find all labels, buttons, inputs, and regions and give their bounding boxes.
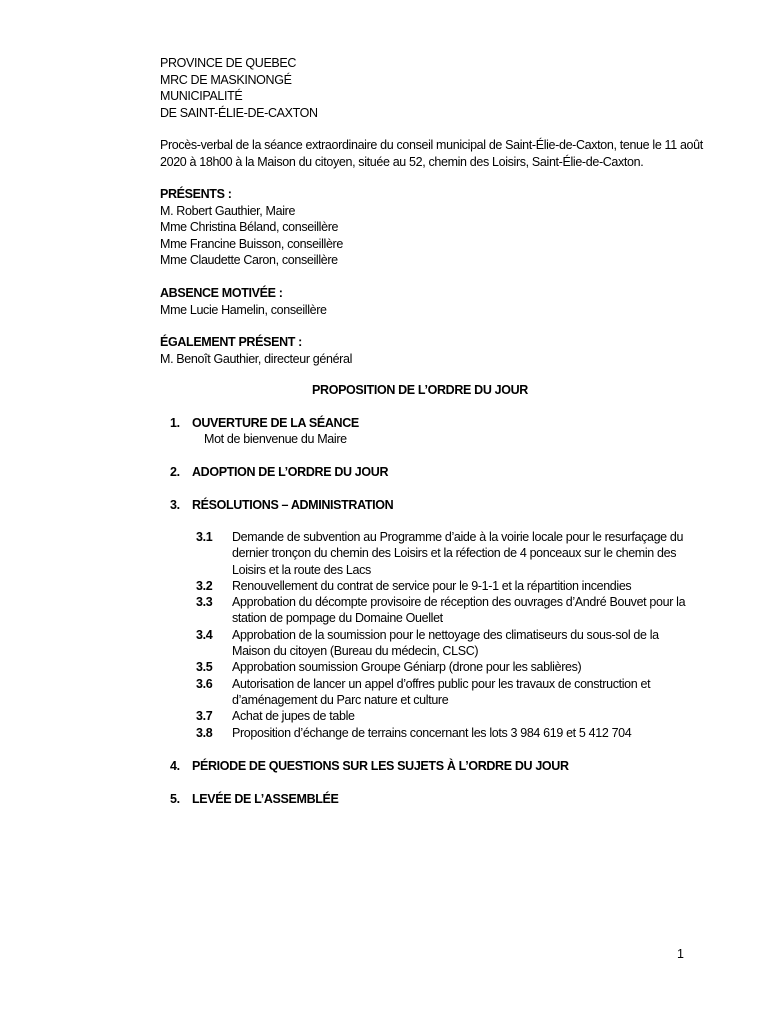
resolution-item xyxy=(0,529,770,578)
agenda-title: PROPOSITION DE L’ORDRE DU JOUR xyxy=(312,383,528,397)
resolution-text xyxy=(232,594,686,627)
resolution-text xyxy=(232,725,677,741)
resolution-text xyxy=(232,659,677,675)
resolution-item xyxy=(0,578,770,594)
resolution-line: Achat de jupes de table xyxy=(232,709,355,724)
agenda-item-label: RÉSOLUTIONS – ADMINISTRATION xyxy=(192,498,394,512)
resolution-number: 3.7 xyxy=(196,709,213,724)
resolution-number: 3.8 xyxy=(196,725,213,740)
resolution-number: 3.1 xyxy=(196,530,213,544)
header-line: MRC DE MASKINONGÉ xyxy=(160,72,292,87)
member-line: M. Benoît Gauthier, directeur général xyxy=(160,351,353,366)
resolution-line: Renouvellement du contrat de service pour le 9-1-1 et la répartition incendies xyxy=(232,578,632,593)
agenda-item-label: PÉRIODE DE QUESTIONS SUR LES SUJETS À L’ORDRE DU JOUR xyxy=(192,759,569,773)
egalement-section xyxy=(160,334,352,367)
resolution-number: 3.5 xyxy=(196,660,213,675)
resolution-item xyxy=(0,708,770,724)
agenda-item-number: 4. xyxy=(170,759,180,773)
agenda-item-number: 3. xyxy=(170,498,180,512)
resolution-line: d’aménagement du Parc nature et culture xyxy=(232,692,449,707)
member-line: M. Robert Gauthier, Maire xyxy=(160,203,296,218)
member-line: Mme Lucie Hamelin, conseillère xyxy=(160,302,327,317)
agenda-item-label: OUVERTURE DE LA SÉANCE xyxy=(192,416,359,430)
member-line: Mme Claudette Caron, conseillère xyxy=(160,253,338,267)
resolution-item xyxy=(0,725,770,741)
agenda-item-number: 5. xyxy=(170,792,180,806)
agenda-item-label: ADOPTION DE L’ORDRE DU JOUR xyxy=(192,465,389,479)
agenda-item-number: 1. xyxy=(170,416,180,430)
resolution-text xyxy=(232,627,677,660)
resolution-number: 3.2 xyxy=(196,578,213,593)
agenda-item-number: 2. xyxy=(170,465,180,479)
resolution-line: Approbation de la soumission pour le nettoyage des climatiseurs du sous-sol de la xyxy=(232,627,659,642)
resolution-line: station de pompage du Domaine Ouellet xyxy=(232,611,443,626)
resolution-item xyxy=(0,594,770,627)
resolutions-list xyxy=(0,529,770,741)
resolution-line: Approbation soumission Groupe Géniarp (drone pour les sablières) xyxy=(232,660,582,675)
resolution-line: Approbation du décompte provisoire de réception des ouvrages d’André Bouvet pour la xyxy=(232,595,686,610)
absence-section xyxy=(160,285,327,318)
member-line: Mme Christina Béland, conseillère xyxy=(160,220,339,234)
resolution-text xyxy=(232,676,677,709)
resolution-text xyxy=(232,708,677,724)
resolution-item xyxy=(0,659,770,675)
resolution-line: Autorisation de lancer un appel d’offres public pour les travaux de construction et xyxy=(232,676,651,691)
resolution-line: Demande de subvention au Programme d’aide à la voirie locale pour le resurfaçage du xyxy=(232,530,684,544)
header-line: PROVINCE DE QUEBEC xyxy=(160,56,297,70)
presents-section xyxy=(160,186,343,269)
resolution-line: dernier tronçon du chemin des Loisirs et la réfection de 4 ponceaux sur le chemin des xyxy=(232,546,677,561)
egalement-heading: ÉGALEMENT PRÉSENT : xyxy=(160,335,302,349)
resolution-line: Proposition d’échange de terrains concernant les lots 3 984 619 et 5 412 704 xyxy=(232,725,632,740)
resolution-number: 3.6 xyxy=(196,676,213,691)
resolution-text xyxy=(232,529,684,578)
intro-line: 2020 à 18h00 à la Maison du citoyen, située au 52, chemin des Loisirs, Saint-Élie-de-Caxton. xyxy=(160,154,644,169)
resolution-item xyxy=(0,627,770,660)
member-line: Mme Francine Buisson, conseillère xyxy=(160,236,343,251)
resolution-line: Maison du citoyen (Bureau du médecin, CLSC) xyxy=(232,644,479,659)
presents-heading: PRÉSENTS : xyxy=(160,187,232,201)
resolution-line: Loisirs et la route des Lacs xyxy=(232,562,371,577)
header-line: DE SAINT-ÉLIE-DE-CAXTON xyxy=(160,105,318,120)
header-line: MUNICIPALITÉ xyxy=(160,89,243,103)
resolution-item xyxy=(0,676,770,709)
header-block xyxy=(160,55,318,121)
absence-heading: ABSENCE MOTIVÉE : xyxy=(160,286,283,300)
resolution-number: 3.4 xyxy=(196,627,213,642)
page-number: 1 xyxy=(677,947,684,961)
agenda-item-label: LEVÉE DE L’ASSEMBLÉE xyxy=(192,792,339,806)
resolution-text xyxy=(232,578,677,594)
agenda-item-subtext: Mot de bienvenue du Maire xyxy=(204,432,347,446)
intro-paragraph xyxy=(160,137,720,170)
resolution-number: 3.3 xyxy=(196,595,213,610)
intro-line: Procès-verbal de la séance extraordinaire du conseil municipal de Saint-Élie-de-Caxton, tenue le 11 août xyxy=(160,138,703,152)
